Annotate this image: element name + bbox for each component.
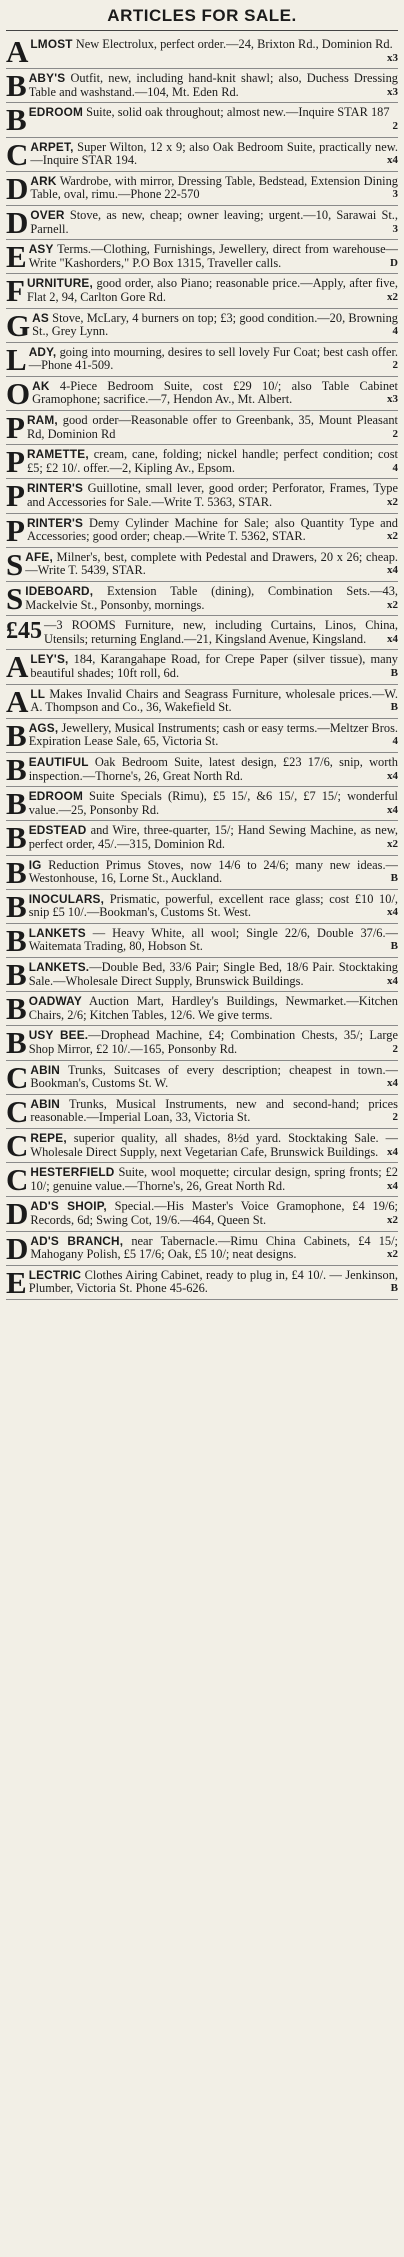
ad-text: and Wire, three-quarter, 15/; Hand Sewing Machine, as new, perfect order, 45/.—315, Dominion Rd. — [28, 823, 398, 851]
drop-cap: L — [6, 342, 27, 377]
ads-list — [6, 35, 398, 1300]
drop-cap: S — [6, 582, 24, 616]
classified-ad — [6, 172, 398, 206]
ad-text: —Drophead Machine, £4; Combination Chests, 35/; Large Shop Mirror, £2 10/.—165, Ponsonby Rd. — [28, 1028, 398, 1057]
classified-ad — [6, 35, 398, 69]
drop-cap: B — [6, 923, 27, 958]
classified-ad — [6, 479, 398, 513]
classified-ad — [6, 103, 398, 137]
ad-text: Milner's, best, complete with Pedestal and Drawers, 20 x 26; cheap.—Write T. 5439, STAR. — [25, 549, 398, 578]
ad-keyword: URNITURE, — [26, 276, 93, 291]
ad-keyword: USY BEE. — [28, 1028, 89, 1043]
classified-ad — [6, 1266, 398, 1300]
ad-code: x3 — [387, 51, 398, 64]
ad-code: x4 — [387, 1179, 398, 1192]
classified-ad — [6, 138, 398, 172]
ad-code: D — [390, 256, 398, 269]
ad-code: x4 — [387, 564, 398, 577]
ad-text: good order—Reasonable offer to Greenbank, 35, Mount Pleasant Rd, Dominion Rd — [26, 413, 398, 441]
drop-cap: B — [6, 821, 27, 856]
ad-text: cream, cane, folding; nickel handle; perfect condition; cost £5; £2 10/. offer.—2, Kipling Av., Epsom. — [26, 447, 398, 475]
ad-keyword: LMOST — [30, 37, 73, 51]
ad-text: Demy Cylinder Machine for Sale; also Quantity Type and Accessories; good order; cheap.—Write T. 5362, STAR. — [26, 515, 398, 544]
ad-text: Wardrobe, with mirror, Dressing Table, Bedstead, Extension Dining Table, oval, rimu.—Phone 22-570 — [30, 173, 398, 202]
ad-text: Stove, as new, cheap; owner leaving; urgent.—10, Sarawai St., Parnell. — [30, 207, 398, 236]
ad-code: B — [390, 940, 398, 953]
classified-ad — [6, 343, 398, 377]
ad-code: B — [390, 1282, 398, 1295]
ad-code: x4 — [387, 1145, 398, 1158]
ad-code: x4 — [387, 632, 398, 645]
classified-ad — [6, 821, 398, 855]
ad-text: —3 ROOMS Furniture, new, including Curtains, Linos, China, Utensils; returning England.—21, Kingsland Avenue, Kingsland. — [44, 618, 398, 646]
ad-code: x2 — [387, 1213, 398, 1226]
ad-text: Guillotine, small lever, good order; Perforator, Frames, Type and Accessories for Sale.—Write T. 5363, STAR. — [26, 481, 398, 510]
drop-cap: B — [6, 889, 27, 924]
ad-text: Makes Invalid Chairs and Seagrass Furniture, wholesale prices.—W. A. Thompson and Co., 36, Wakefield St. — [30, 686, 398, 715]
classified-ad — [6, 377, 398, 411]
ad-keyword: EDROOM — [28, 105, 83, 120]
ad-keyword: REPE, — [30, 1131, 67, 1145]
ad-text: Super Wilton, 12 x 9; also Oak Bedroom Suite, practically new.—Inquire STAR 194. — [30, 139, 398, 168]
drop-cap: B — [6, 992, 27, 1027]
ad-text: Special.—His Master's Voice Gramophone, £4 19/6; Records, 6d; Swing Cot, 19/6.—464, Queen St. — [30, 1199, 398, 1227]
drop-cap: A — [6, 650, 29, 685]
ad-keyword: AGS, — [28, 720, 59, 735]
ad-code: B — [390, 872, 398, 885]
drop-cap: C — [6, 1129, 29, 1163]
drop-cap: B — [6, 958, 27, 993]
classified-ad — [6, 719, 398, 753]
drop-cap: O — [6, 376, 31, 411]
ad-keyword: IDEBOARD, — [25, 584, 94, 598]
ad-keyword: AK — [32, 378, 50, 393]
ad-code: x2 — [387, 1248, 398, 1261]
ad-keyword: ABIN — [30, 1096, 61, 1111]
ad-code: 4 — [392, 461, 398, 474]
ad-keyword: OADWAY — [28, 994, 82, 1009]
ad-text: Suite, solid oak throughout; almost new.—Inquire STAR 187 — [82, 105, 390, 120]
drop-cap: B — [6, 752, 27, 787]
ad-code: 2 — [392, 119, 398, 132]
drop-cap: B — [6, 855, 27, 890]
drop-cap: F — [6, 274, 25, 309]
ad-text: Suite Specials (Rimu), £5 15/, &6 15/, £7 15/; wonderful value.—25, Ponsonby Rd. — [28, 789, 398, 817]
classified-ad — [6, 753, 398, 787]
ad-code: x2 — [387, 598, 398, 611]
classified-ad — [6, 650, 398, 684]
ad-keyword: ADY, — [28, 344, 57, 359]
ad-keyword: OVER — [30, 207, 65, 222]
ad-code: x4 — [387, 769, 398, 782]
ad-code: x4 — [387, 906, 398, 919]
ad-keyword: IG — [28, 857, 42, 872]
ad-text: near Tabernacle.—Rimu China Cabinets, £4 15/; Mahogany Polish, £5 17/6; Oak, £5 10/; neat designs. — [30, 1233, 398, 1262]
ad-keyword: RAMETTE, — [26, 447, 89, 462]
classified-ad — [6, 1061, 398, 1095]
ad-code: 4 — [392, 325, 398, 338]
ad-keyword: LANKETS. — [28, 960, 90, 975]
ad-keyword: INOCULARS, — [28, 891, 105, 906]
ad-code: 2 — [392, 1043, 398, 1056]
classified-ad — [6, 1197, 398, 1231]
ad-text: Stove, McLary, 4 burners on top; £3; good condition.—20, Browning St., Grey Lynn. — [32, 310, 398, 339]
ad-text: Clothes Airing Cabinet, ready to plug in, £4 10/. — Jenkinson, Plumber, Victoria St. Phone 45-626. — [28, 1267, 398, 1296]
classified-ad — [6, 685, 398, 719]
ad-text: going into mourning, desires to sell lovely Fur Coat; best cash offer.—Phone 41-509. — [28, 344, 398, 373]
ad-text: Jewellery, Musical Instruments; cash or easy terms.—Meltzer Bros. Expiration Lease Sale, 65, Victoria St. — [28, 720, 398, 749]
classified-ad — [6, 1095, 398, 1129]
classified-ad — [6, 309, 398, 343]
ad-text: Outfit, new, including hand-knit shawl; also, Duchess Dressing Table and washstand.—104, Mt. Eden Rd. — [28, 71, 398, 99]
ad-code: x3 — [387, 85, 398, 98]
ad-text: 184, Karangahape Road, for Crepe Paper (silver tissue), many beautiful shades; 10ft roll, 6d. — [30, 652, 398, 680]
ad-keyword: ASY — [28, 242, 54, 257]
ad-keyword: EDSTEAD — [28, 823, 87, 838]
ad-code: x4 — [387, 803, 398, 816]
classified-ad — [6, 616, 398, 650]
ad-text: superior quality, all shades, 8½d yard. Stocktaking Sale. — Wholesale Direct Supply, next Vegetarian Cafe, Brunswick Buildings. — [30, 1131, 398, 1159]
ad-keyword: ARPET, — [30, 139, 74, 154]
classified-ad — [6, 69, 398, 103]
ad-keyword: RAM, — [26, 413, 58, 428]
ad-keyword: LECTRIC — [28, 1267, 82, 1282]
ad-keyword: AD'S BRANCH, — [30, 1233, 124, 1248]
drop-cap: B — [6, 1026, 27, 1061]
ad-keyword: ABY'S — [28, 71, 66, 86]
ad-code: x4 — [387, 974, 398, 987]
ad-code: x3 — [387, 393, 398, 406]
drop-cap: A — [6, 35, 29, 69]
section-heading: ARTICLES FOR SALE. — [6, 4, 398, 31]
drop-cap: D — [6, 1197, 29, 1232]
drop-cap: B — [6, 718, 27, 753]
ad-keyword: RINTER'S — [26, 515, 84, 530]
classified-ad — [6, 582, 398, 616]
drop-cap: C — [6, 1163, 29, 1198]
ad-keyword: LANKETS — [28, 925, 86, 940]
ad-keyword: ABIN — [30, 1062, 61, 1077]
drop-cap: D — [6, 1231, 29, 1266]
ad-text: Reduction Primus Stoves, now 14/6 to 24/6; many new ideas.—Westonhouse, 16, Lorne St., Auckland. — [28, 857, 398, 886]
drop-cap: E — [6, 240, 27, 275]
ad-code: B — [390, 701, 398, 714]
classified-ad — [6, 206, 398, 240]
drop-cap: D — [6, 205, 29, 240]
ad-text: Extension Table (dining), Combination Sets.—43, Mackelvie St., Ponsonby, mornings. — [25, 584, 398, 612]
classified-ad — [6, 1026, 398, 1060]
ad-text: Auction Mart, Hardley's Buildings, Newmarket.—Kitchen Chairs, 2/6; Kitchen Tables, 12/6. We give terms. — [28, 994, 398, 1022]
drop-cap: G — [6, 308, 31, 343]
drop-cap: B — [6, 787, 27, 822]
classified-ad — [6, 992, 398, 1026]
classified-ad — [6, 240, 398, 274]
ad-code: x4 — [387, 1077, 398, 1090]
ad-keyword: LL — [30, 686, 46, 701]
classified-ad — [6, 787, 398, 821]
ad-text: Suite, wool moquette; circular design, spring fronts; £2 10/; genuine value.—Thorne's, 26, Great North Rd. — [30, 1165, 398, 1193]
drop-cap: P — [6, 513, 25, 548]
classified-ad — [6, 411, 398, 445]
ad-code: 2 — [392, 427, 398, 440]
ad-text: good order, also Piano; reasonable price.—Apply, after five, Flat 2, 94, Carlton Gore Rd. — [26, 276, 398, 304]
ad-code: 4 — [392, 735, 398, 748]
ad-text: Prismatic, powerful, excellent race glass; cost £10 10/, snip £5 10/.—Bookman's, Customs St. West. — [28, 891, 398, 920]
ad-keyword: ARK — [30, 173, 57, 188]
ad-text: New Electrolux, perfect order.—24, Brixton Rd., Dominion Rd. — [72, 37, 393, 51]
ad-keyword: EAUTIFUL — [28, 754, 89, 769]
drop-cap: C — [6, 1094, 29, 1129]
classified-ad — [6, 958, 398, 992]
ad-keyword: EDROOM — [28, 789, 83, 804]
ad-text: Oak Bedroom Suite, latest design, £23 17/6, snip, worth inspection.—Thorne's, 26, Great North Rd. — [28, 754, 398, 783]
ad-code: x2 — [387, 496, 398, 509]
drop-cap: S — [6, 547, 24, 582]
ad-code: 2 — [392, 359, 398, 372]
ad-code: x2 — [387, 530, 398, 543]
drop-cap: B — [6, 103, 27, 138]
classified-ad — [6, 548, 398, 582]
classified-ad — [6, 1232, 398, 1266]
classified-ad — [6, 445, 398, 479]
drop-cap: P — [6, 445, 25, 480]
ad-keyword: AS — [32, 310, 49, 325]
ad-text: Terms.—Clothing, Furnishings, Jewellery, direct from warehouse—Write "Kashorders," P.O Box 1315, Traveller calls. — [28, 242, 398, 270]
ad-code: 3 — [392, 188, 398, 201]
drop-cap: C — [6, 137, 29, 172]
ad-code: 3 — [392, 222, 398, 235]
ad-keyword: RINTER'S — [26, 481, 84, 496]
ad-code: x4 — [387, 154, 398, 167]
ad-text: — Heavy White, all wool; Single 22/6, Double 37/6.—Waitemata Trading, 80, Hobson St. — [28, 925, 398, 954]
drop-cap: P — [6, 479, 25, 514]
ad-keyword: HESTERFIELD — [30, 1165, 115, 1180]
drop-cap: E — [6, 1265, 27, 1300]
drop-cap: C — [6, 1060, 29, 1095]
classified-ad — [6, 274, 398, 308]
drop-cap: A — [6, 684, 29, 719]
ad-keyword: LEY'S, — [30, 652, 69, 667]
ad-text: Trunks, Musical Instruments, new and second-hand; prices reasonable.—Imperial Loan, 33, Victoria St. — [30, 1096, 398, 1125]
ad-keyword: AD'S SHOIP, — [30, 1199, 107, 1214]
classified-ad — [6, 514, 398, 548]
ad-text: Trunks, Suitcases of every description; cheapest in town.—Bookman's, Customs St. W. — [30, 1062, 398, 1091]
drop-cap: P — [6, 411, 25, 446]
drop-cap: £45 — [6, 618, 42, 645]
ad-text: 4-Piece Bedroom Suite, cost £29 10/; also Table Cabinet Gramophone; sacrifice.—7, Hendon Av., Mt. Albert. — [32, 378, 398, 407]
drop-cap: D — [6, 171, 29, 206]
ad-keyword: AFE, — [25, 549, 53, 564]
ad-code: x2 — [387, 837, 398, 850]
classified-ad — [6, 924, 398, 958]
classified-ad — [6, 1163, 398, 1197]
ad-code: x2 — [387, 290, 398, 303]
drop-cap: B — [6, 69, 27, 104]
classified-ad — [6, 1129, 398, 1163]
ad-code: 2 — [392, 1111, 398, 1124]
classified-ad — [6, 856, 398, 890]
ad-text: —Double Bed, 33/6 Pair; Single Bed, 18/6 Pair. Stocktaking Sale.—Wholesale Direct Supply, Brunswick Buildings. — [28, 960, 398, 988]
classified-ad — [6, 890, 398, 924]
ad-code: B — [390, 666, 398, 679]
